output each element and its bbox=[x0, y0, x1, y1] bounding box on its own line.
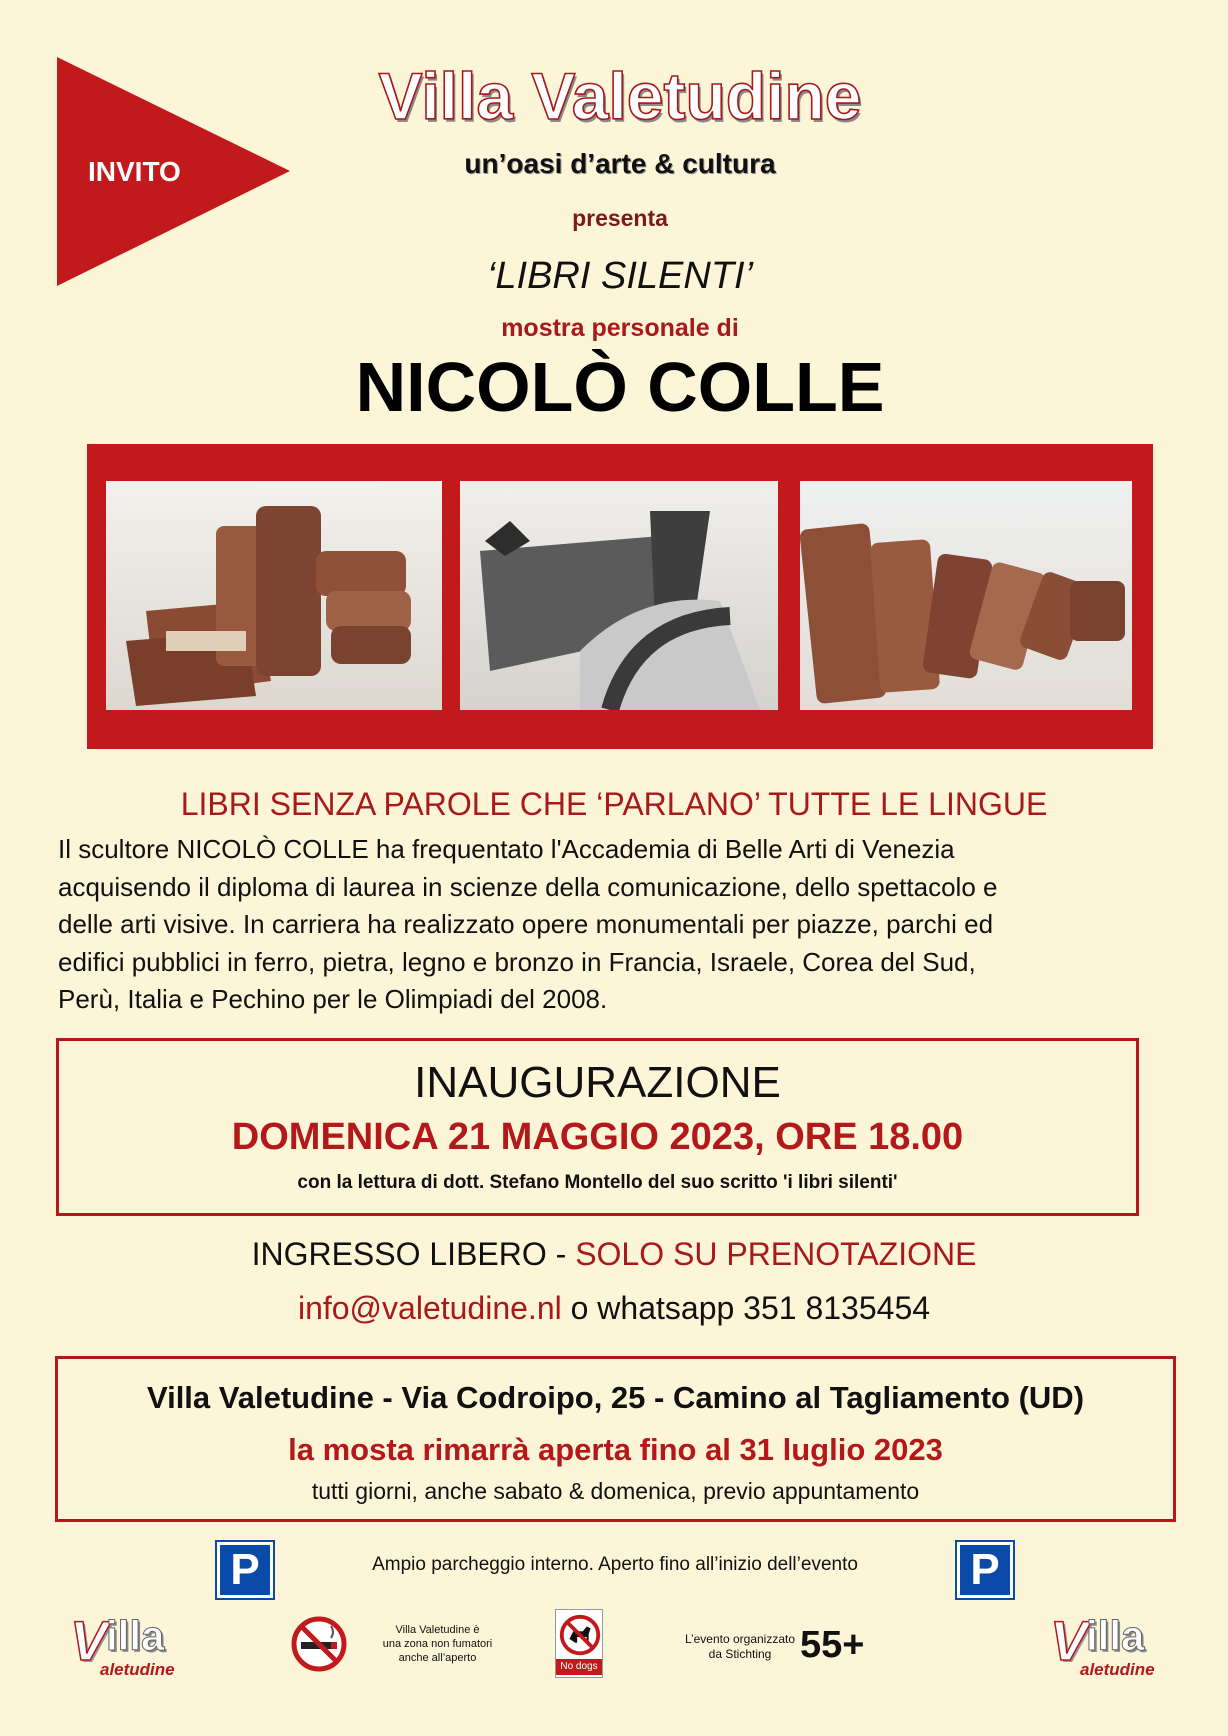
inauguration-note: con la lettura di dott. Stefano Montello del suo scritto 'i libri silenti' bbox=[297, 1172, 898, 1193]
entry-line bbox=[0, 1236, 1228, 1273]
exhibition-title: ‘LIBRI SILENTI’ bbox=[486, 255, 754, 297]
description-body bbox=[58, 831, 1178, 1019]
entry-booking: SOLO SU PRENOTAZIONE bbox=[575, 1236, 977, 1272]
parking-text: Ampio parcheggio interno. Aperto fino all’inizio dell’evento bbox=[372, 1554, 858, 1575]
inauguration-date: DOMENICA 21 MAGGIO 2023, ORE 18.00 bbox=[231, 1116, 964, 1158]
no-smoking-icon bbox=[291, 1616, 347, 1672]
description-line: edifici pubblici in ferro, pietra, legno e bronzo in Francia, Israele, Corea del Sud, bbox=[58, 946, 976, 977]
sculpture-photo-2 bbox=[460, 481, 778, 710]
contact-line bbox=[0, 1290, 1228, 1327]
villa-logo: V illa aletudine bbox=[1050, 1609, 1155, 1679]
no-smoking-text: Villa Valetudine è una zona non fumatori anche all’aperto bbox=[382, 1624, 493, 1664]
description-line: acquisendo il diploma di laurea in scienze della comunicazione, dello spettacolo e bbox=[58, 871, 998, 902]
description-line: Perù, Italia e Pechino per le Olimpiadi del 2008. bbox=[58, 984, 608, 1014]
presents-label: presenta bbox=[572, 205, 668, 231]
venue-title: Villa Valetudine bbox=[378, 59, 862, 133]
description-line: Il scultore NICOLÒ COLLE ha frequentato l'Accademia di Belle Arti di Venezia bbox=[58, 834, 955, 864]
parking-icon: P bbox=[957, 1542, 1013, 1598]
description-heading: LIBRI SENZA PAROLE CHE ‘PARLANO’ TUTTE LE LINGUE bbox=[180, 786, 1048, 822]
no-dogs-icon bbox=[556, 1612, 604, 1660]
opening-days-line: tutti giorni, anche sabato & domenica, previo appuntamento bbox=[311, 1478, 920, 1504]
address-line: Villa Valetudine - Via Codroipo, 25 - Camino al Tagliamento (UD) bbox=[146, 1380, 1085, 1415]
artist-name: NICOLÒ COLLE bbox=[355, 348, 885, 426]
inauguration-title: INAUGURAZIONE bbox=[414, 1058, 781, 1107]
no-dogs-label: No dogs bbox=[556, 1659, 602, 1675]
invito-badge: INVITO bbox=[88, 156, 181, 187]
description-line: delle arti visive. In carriera ha realizzato opere monumentali per piazze, parchi ed bbox=[58, 909, 994, 939]
age-label: 55+ bbox=[800, 1624, 865, 1666]
photo-band bbox=[87, 444, 1153, 749]
no-dogs-sign bbox=[555, 1609, 603, 1678]
villa-logo: V illa aletudine bbox=[70, 1609, 175, 1679]
whatsapp-contact: o whatsapp 351 8135454 bbox=[570, 1290, 931, 1326]
email-link[interactable]: info@valetudine.nl bbox=[297, 1290, 562, 1326]
exhibition-type: mostra personale di bbox=[501, 314, 739, 342]
organizer-text: L’evento organizzato da Stichting bbox=[684, 1632, 796, 1661]
entry-free: INGRESSO LIBERO - bbox=[251, 1236, 567, 1272]
sculpture-photo-1 bbox=[106, 481, 442, 710]
open-until-line: la mosta rimarrà aperta fino al 31 luglio 2023 bbox=[288, 1432, 943, 1467]
venue-tagline: un’oasi d’arte & cultura bbox=[464, 148, 776, 179]
parking-icon: P bbox=[217, 1542, 273, 1598]
sculpture-photo-3 bbox=[800, 481, 1132, 710]
